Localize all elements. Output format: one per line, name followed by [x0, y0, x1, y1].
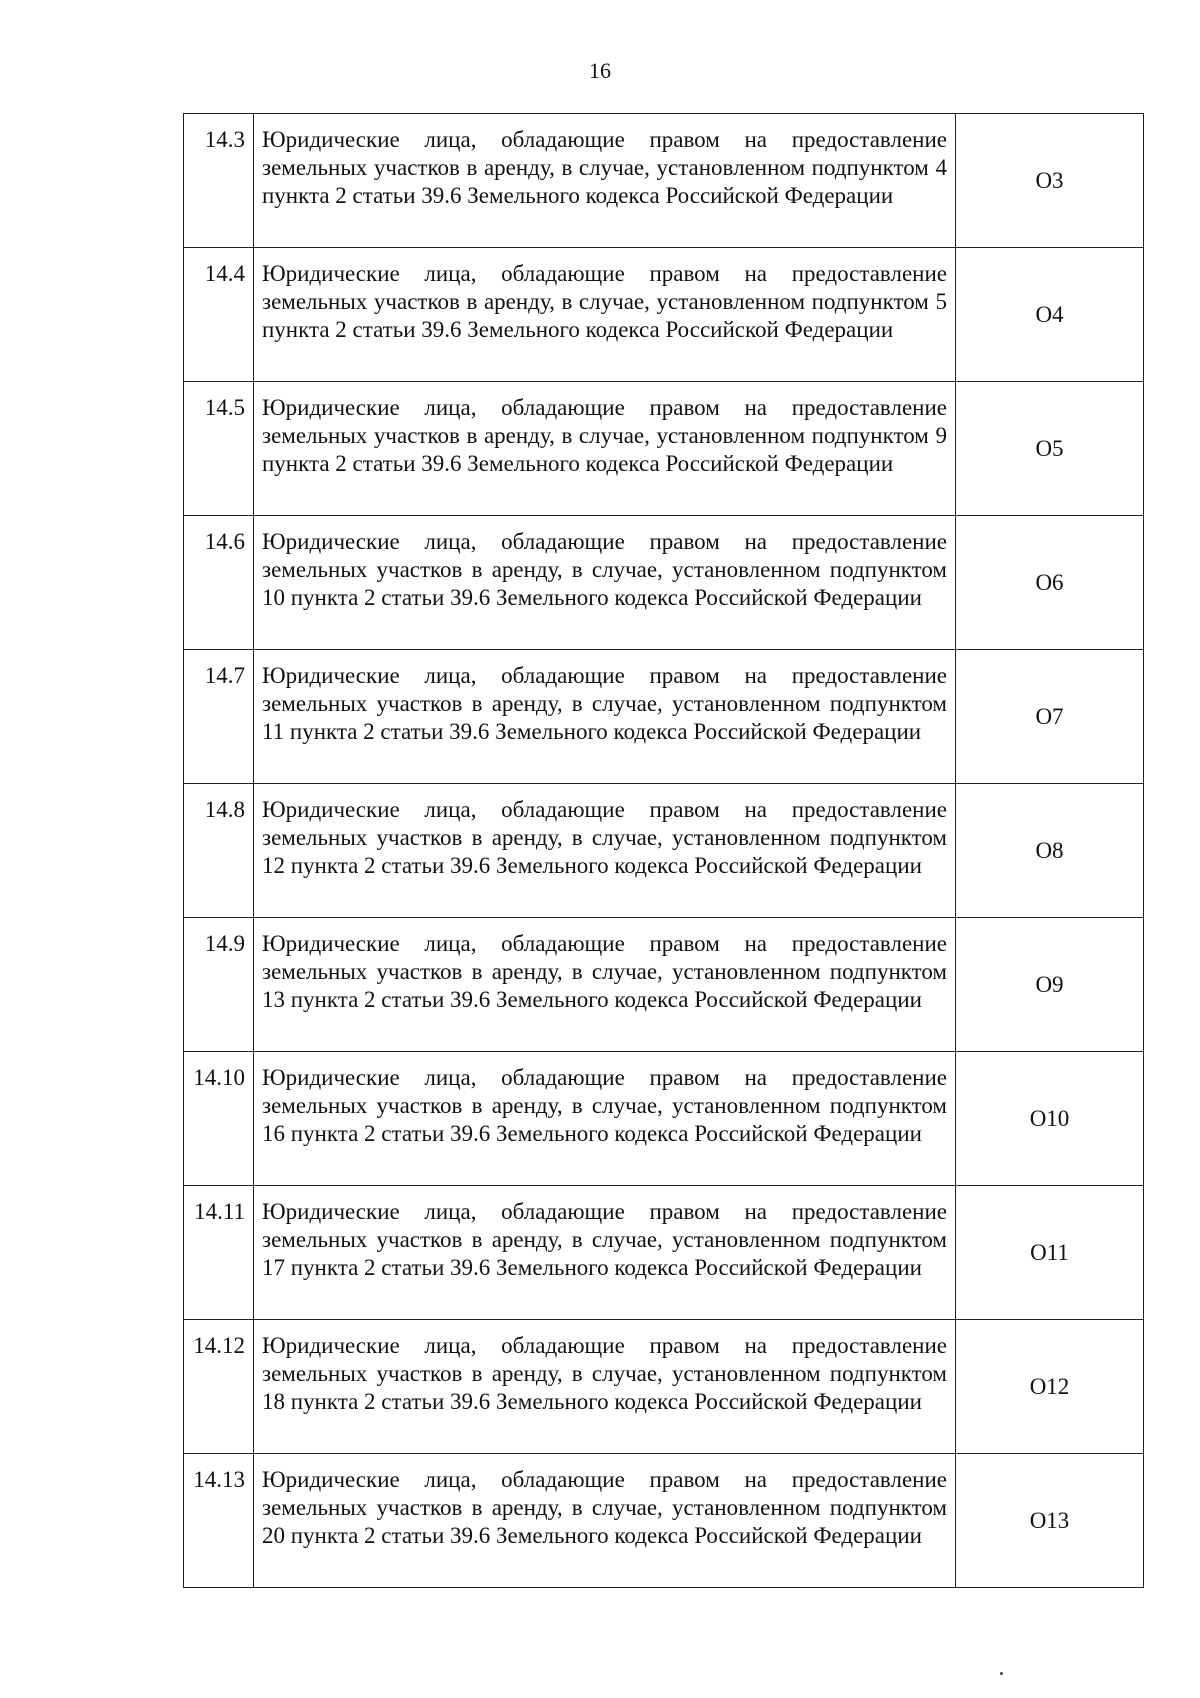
row-code: О4: [956, 248, 1144, 382]
row-number: 14.7: [184, 650, 254, 784]
row-number: 14.5: [184, 382, 254, 516]
row-code: О5: [956, 382, 1144, 516]
row-code: О12: [956, 1320, 1144, 1454]
row-number: 14.13: [184, 1454, 254, 1588]
row-number: 14.9: [184, 918, 254, 1052]
row-code: О8: [956, 784, 1144, 918]
table-row: [184, 516, 1144, 650]
row-number: 14.4: [184, 248, 254, 382]
row-code: О9: [956, 918, 1144, 1052]
row-description: Юридические лица, обладающие правом на предоставление земельных участков в аренду, в случае, установленном подпунктом 18 пункта 2 статьи 39.6 Земельного кодекса Российской Федерации: [254, 1320, 956, 1454]
row-number: 14.6: [184, 516, 254, 650]
table-row: [184, 1454, 1144, 1588]
scan-speck: [1000, 1672, 1003, 1675]
row-description: Юридические лица, обладающие правом на предоставление земельных участков в аренду, в случае, установленном подпунктом 4 пункта 2 статьи 39.6 Земельного кодекса Российской Федерации: [254, 114, 956, 248]
row-description: Юридические лица, обладающие правом на предоставление земельных участков в аренду, в случае, установленном подпунктом 10 пункта 2 статьи 39.6 Земельного кодекса Российской Федерации: [254, 516, 956, 650]
row-code: О3: [956, 114, 1144, 248]
row-number: 14.10: [184, 1052, 254, 1186]
page-number: 16: [589, 58, 611, 83]
table-row: [184, 1052, 1144, 1186]
table-row: [184, 248, 1144, 382]
row-description: Юридические лица, обладающие правом на предоставление земельных участков в аренду, в случае, установленном подпунктом 11 пункта 2 статьи 39.6 Земельного кодекса Российской Федерации: [254, 650, 956, 784]
table-row: [184, 114, 1144, 248]
row-description: Юридические лица, обладающие правом на предоставление земельных участков в аренду, в случае, установленном подпунктом 12 пункта 2 статьи 39.6 Земельного кодекса Российской Федерации: [254, 784, 956, 918]
table-body: [184, 114, 1144, 1588]
table-row: [184, 784, 1144, 918]
row-description: Юридические лица, обладающие правом на предоставление земельных участков в аренду, в случае, установленном подпунктом 17 пункта 2 статьи 39.6 Земельного кодекса Российской Федерации: [254, 1186, 956, 1320]
document-table: [183, 113, 1144, 1588]
row-code: О6: [956, 516, 1144, 650]
table-row: [184, 918, 1144, 1052]
row-description: Юридические лица, обладающие правом на предоставление земельных участков в аренду, в случае, установленном подпунктом 9 пункта 2 статьи 39.6 Земельного кодекса Российской Федерации: [254, 382, 956, 516]
row-code: О7: [956, 650, 1144, 784]
table-row: [184, 1320, 1144, 1454]
table-row: [184, 1186, 1144, 1320]
row-description: Юридические лица, обладающие правом на предоставление земельных участков в аренду, в случае, установленном подпунктом 16 пункта 2 статьи 39.6 Земельного кодекса Российской Федерации: [254, 1052, 956, 1186]
row-number: 14.3: [184, 114, 254, 248]
row-number: 14.8: [184, 784, 254, 918]
row-code: О11: [956, 1186, 1144, 1320]
row-code: О10: [956, 1052, 1144, 1186]
row-description: Юридические лица, обладающие правом на предоставление земельных участков в аренду, в случае, установленном подпунктом 13 пункта 2 статьи 39.6 Земельного кодекса Российской Федерации: [254, 918, 956, 1052]
row-description: Юридические лица, обладающие правом на предоставление земельных участков в аренду, в случае, установленном подпунктом 5 пункта 2 статьи 39.6 Земельного кодекса Российской Федерации: [254, 248, 956, 382]
table-row: [184, 650, 1144, 784]
row-code: О13: [956, 1454, 1144, 1588]
row-number: 14.12: [184, 1320, 254, 1454]
row-number: 14.11: [184, 1186, 254, 1320]
table-row: [184, 382, 1144, 516]
row-description: Юридические лица, обладающие правом на предоставление земельных участков в аренду, в случае, установленном подпунктом 20 пункта 2 статьи 39.6 Земельного кодекса Российской Федерации: [254, 1454, 956, 1588]
